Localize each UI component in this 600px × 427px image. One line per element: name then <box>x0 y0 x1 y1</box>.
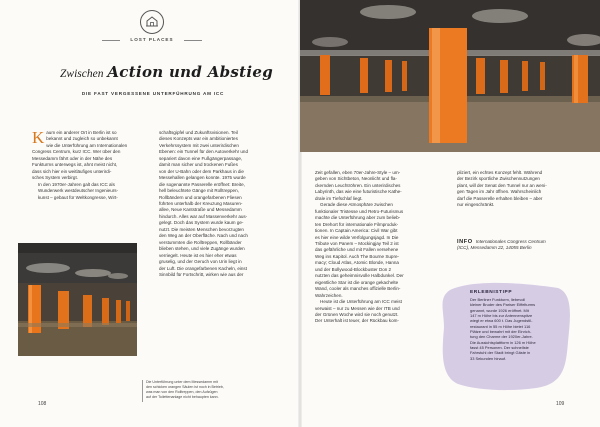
info-label: INFO <box>457 239 473 245</box>
body-text-line: dass sich hier ein weitläufiges unterirdi- <box>32 168 112 174</box>
body-text-line: Wahrzeichen. <box>315 292 343 298</box>
body-text-line: Der Unterhalt ist teuer, der Rückbau kom- <box>315 318 399 324</box>
body-text-line: Congress Centrum, kurz ICC. Wer über den <box>32 149 121 155</box>
tip-line: kleiner Bruder des Pariser Eiffelturms <box>470 302 536 308</box>
tip-line: Plätze und bewahrt mit der Einrich- <box>470 329 532 335</box>
tip-line: fasst 45 Personen. Der schnellste <box>470 345 529 351</box>
tip-line: tung den Charme der 1920er-Jahre. <box>470 334 533 340</box>
body-text-line: hindurch. Alles war auf Massenverkehr aus- <box>159 213 248 219</box>
body-text-line: nutzt. Die meisten Menschen bevorzugten <box>159 226 244 232</box>
body-text-line: und der Bollywood-Blockbuster Don 2 <box>315 266 392 272</box>
body-text-line: separiert davon eine Fußgängerpassage, <box>159 155 243 161</box>
body-text-line: Wunderwerk westdeutscher Ingenieurs- <box>38 188 119 194</box>
body-text-line: geben von Sichtbeton, Neonlicht und fla- <box>315 176 397 182</box>
photo-caption <box>146 380 276 400</box>
body-text-line: ckernden Leuchtröhren. Ein unterirdisches <box>315 182 401 188</box>
body-text-line: Ebenen: ein Tunnel für den Autoverkehr und <box>159 149 248 155</box>
body-text-line: machte die Unterführung aber zum belieb- <box>315 215 401 221</box>
tip-line: Der Berliner Funkturm, liebevoll <box>470 297 526 302</box>
body-text-line: Messehallen gelangen konnte. 1975 wurde <box>159 175 246 181</box>
body-text-line: Weg ins Kapitol. Auch The Bourne Supre- <box>315 253 399 259</box>
body-text-line: die sogenannte Passerelle eröffnet: Breite, <box>159 181 245 187</box>
title-prefix: Zwischen <box>60 68 104 80</box>
tip-line: genannt, wurde 1926 eröffnet. Mit <box>470 307 529 313</box>
info-line-1: Internationales Congress Centrum <box>475 239 546 244</box>
body-text-line: der Bezirk sportliche Zwischennutzungen <box>457 176 540 182</box>
right-column-1 <box>315 170 445 325</box>
body-text-line: funktionaler Tristesse und Retro-Futurismus <box>315 208 404 214</box>
caption-line: Die Unterführung unter dem Messedamm mit <box>146 380 218 384</box>
body-text-line: Wand, cooler als manches offizielle Berlin- <box>315 286 401 292</box>
section-label: LOST PLACES <box>100 37 204 42</box>
body-text-line: tionen. In Captain America: Civil War gibt <box>315 228 398 234</box>
body-text-line: Sinnbild für Fortschritt, wirken wie aus der <box>159 271 244 277</box>
body-text-line: allee, Neue Kantstraße und Messedamm <box>159 207 242 213</box>
body-text-line: macy; Cloud Atlas, Atomic Blonde, Hanna <box>315 260 399 266</box>
body-text-line: damit man sicher und trockenen Fußes <box>159 162 238 168</box>
page-title <box>60 63 274 85</box>
underpass-photo-left <box>18 243 137 356</box>
body-text-line: verriegelt. Heute ist es hier eher etwas <box>159 252 237 258</box>
left-col1-para1 <box>32 130 154 182</box>
drop-cap: K <box>32 128 45 147</box>
left-column-2 <box>159 130 285 278</box>
body-text-line: eigentliche Star ist die orange gekachelte <box>315 279 399 285</box>
body-text-line: Funkturms unterwegs ist, ahnt meist nicht, <box>32 162 118 168</box>
right-column-2 <box>457 170 589 209</box>
body-text-line: Zeit gefallen, eben 70er-Jahre-Style – um- <box>315 170 401 175</box>
body-text-line: sches System verbirgt. <box>32 175 78 181</box>
lost-places-logo <box>140 10 164 34</box>
body-text-line: den Weg an der Oberfläche. Nach und nach <box>159 233 248 239</box>
body-text-line: pliziert, ein echtes Konzept fehlt. Während <box>457 170 543 175</box>
body-text-line: verstummten die Rolltreppen, Rollbänder <box>159 239 242 245</box>
body-text-line: Rollbändern und orangefarbenen Fliesen <box>159 194 242 200</box>
title-emphasis: Action und Abstieg <box>107 63 274 81</box>
tip-body <box>470 297 562 361</box>
caption-line: den schicken orangen Säulen ist noch in Betrieb, <box>146 385 224 389</box>
page-number-left: 108 <box>38 401 47 407</box>
page-subtitle: DIE FAST VERGESSENE UNTERFÜHRUNG AM ICC <box>81 91 225 96</box>
body-text-line: drale im Tiefschlaf liegt. <box>315 195 363 201</box>
body-text-line: dieses Konzepts war ein ambitioniertes <box>159 136 238 142</box>
body-text-line: Labyrinth, das wie eine futuristische Kathe- <box>315 189 402 195</box>
body-text-line: wie die Unterführung am Internationalen <box>46 142 128 148</box>
tip-title: ERLEBNISTIPP <box>470 290 513 295</box>
body-text-line: hell beleuchtete Gänge mit Rolltreppen, <box>159 188 239 194</box>
tip-line: Fahrstuhl der Stadt bringt Gäste in <box>470 350 531 356</box>
body-text-line: ten Drehort für internationale Filmproduk- <box>315 221 399 227</box>
body-text-line: In den 1970er-Jahren galt das ICC als <box>38 181 115 187</box>
tip-line: wiegt er etwa 600 t. Das Jugendstil- <box>470 318 533 324</box>
body-text-line: kunst – gebaut für Weltkongresse, Wirt- <box>38 194 118 200</box>
body-text-line: Heute ist die Unterführung am ICC meist <box>315 299 402 305</box>
body-text-line: plant, will der Senat den Tunnel nur an weni- <box>457 182 547 188</box>
body-text-line: Messedamm fährt oder in der Nähe des <box>32 155 113 161</box>
body-text-line: Gerade diese Atmosphäre zwischen <box>315 202 393 208</box>
caption-rule <box>142 380 143 402</box>
info-box <box>457 239 567 252</box>
body-text-line: schaftsgipfel und Zukunftsvisionen. Teil <box>159 130 238 135</box>
tip-line: restaurant in 55 m Höhe bietet 116 <box>470 323 531 329</box>
tip-line: 33 Sekunden hinauf. <box>470 355 507 361</box>
body-text-line: gruselig, und der Geruch von Urin liegt in <box>159 259 242 265</box>
body-text-line: gelegt. Doch das System wurde kaum ge- <box>159 220 244 226</box>
body-text-line: es hier eine wilde Verfolgungsjagd. In Die <box>315 234 399 240</box>
body-text-line: darf die Passerelle erhalten bleiben – aber <box>457 195 543 201</box>
body-text-line: von der U-Bahn oder dem Parkhaus in die <box>159 168 244 174</box>
body-text-line: aum ein anderer Ort in Berlin ist so <box>46 130 117 135</box>
info-line-2: (ICC), Messedamm 22, 14055 Berlin <box>457 245 532 251</box>
body-text-line: verwaist – nur zu Messen wie der ITB und <box>315 305 400 311</box>
underpass-photo-right <box>300 0 600 152</box>
body-text-line: blieben stehen, und viele Zugänge wurden <box>159 246 245 252</box>
tip-line: Die Aussichtsplattform in 126 m Höhe <box>470 339 536 345</box>
caption-line: was man von den Rolltreppen, den Aufzügen <box>146 390 218 394</box>
body-text-line: bekannt und zugleich so unbekannt <box>46 136 118 142</box>
body-text-line: nutzten das geheimnisvolle Halbdunkel. Der <box>315 273 404 279</box>
body-text-line: nur eingeschränkt. <box>457 202 495 208</box>
body-text-line: gen Tagen im Jahr öffnen. Wahrscheinlich <box>457 189 542 195</box>
body-text-line: der Luft. Die orangefarbenen Kacheln, einst <box>159 265 247 271</box>
page-number-right: 109 <box>556 401 565 407</box>
body-text-line: führten unterhalb der Kreuzung Masuren- <box>159 200 243 206</box>
body-text-line: der Grünen Woche wird sie noch genutzt. <box>315 311 399 317</box>
tip-line: 147 m Höhe bis zur Antennenspitze <box>470 313 533 319</box>
body-text-line: Verkehrssystem mit zwei unterirdischen <box>159 142 239 148</box>
body-text-line: das gefährliche und mit Fallen versehene <box>315 247 399 253</box>
left-col1-para2 <box>32 182 154 201</box>
left-column-1 <box>32 130 154 201</box>
caption-line: auf der Toilettenanlage nicht behaupten kann. <box>146 395 219 399</box>
body-text-line: Tribute von Panem – Mockingjay Teil 2 ist <box>315 240 399 246</box>
